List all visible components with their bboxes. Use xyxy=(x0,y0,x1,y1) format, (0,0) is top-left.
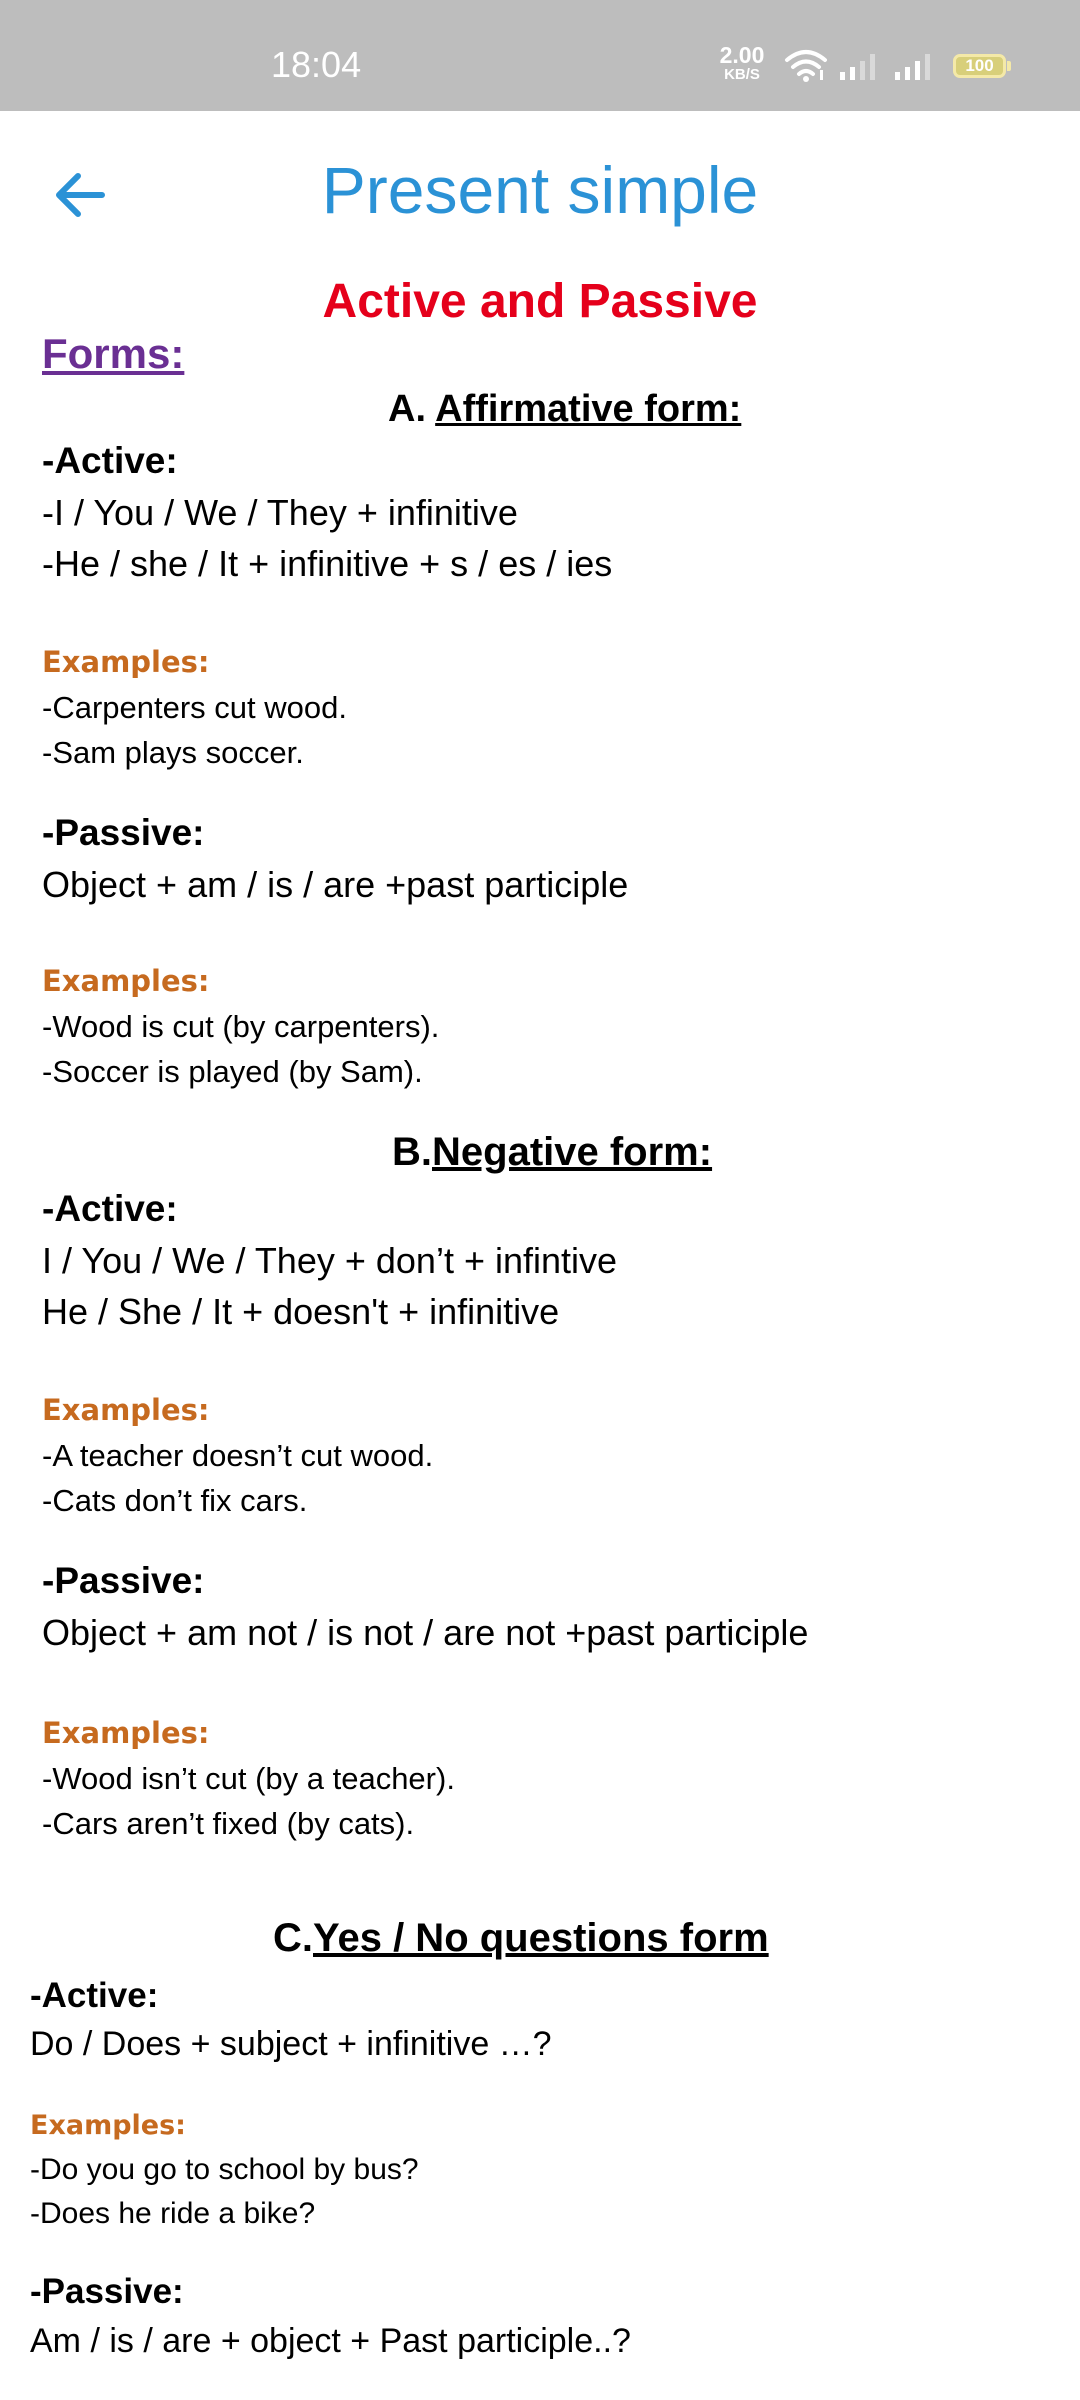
section-a-active-examples-heading: Examples: xyxy=(42,645,210,679)
section-c-active-label: -Active: xyxy=(30,1976,159,2015)
section-b-active-rule-2: He / She / It + doesn't + infinitive xyxy=(42,1291,560,1332)
section-b-passive-label: -Passive: xyxy=(42,1560,205,1601)
section-b-passive-rule: Object + am not / is not / are not +past participle xyxy=(42,1612,809,1653)
section-a-title xyxy=(388,388,741,431)
battery-cap xyxy=(1007,61,1011,71)
section-a-heading: Affirmative form: xyxy=(435,388,742,430)
network-speed xyxy=(714,44,770,82)
section-b-prefix: B. xyxy=(392,1130,432,1174)
section-a-active-rule-2: -He / she / It + infinitive + s / es / ies xyxy=(42,543,613,584)
section-b-title xyxy=(392,1130,712,1175)
signal-icon xyxy=(893,52,935,82)
section-c-active-examples-heading: Examples: xyxy=(30,2110,186,2141)
section-b-passive-example-2: -Cars aren’t fixed (by cats). xyxy=(42,1806,415,1841)
section-a-active-example-2: -Sam plays soccer. xyxy=(42,735,304,770)
wifi-icon xyxy=(784,48,828,82)
section-a-active-label: -Active: xyxy=(42,440,178,481)
section-a-passive-examples-heading: Examples: xyxy=(42,964,210,998)
section-b-active-examples-heading: Examples: xyxy=(42,1393,210,1427)
section-c-active-example-2: -Does he ride a bike? xyxy=(30,2197,316,2230)
section-a-passive-label: -Passive: xyxy=(42,812,205,853)
section-a-passive-example-1: -Wood is cut (by carpenters). xyxy=(42,1009,440,1044)
section-b-active-example-2: -Cats don’t fix cars. xyxy=(42,1483,308,1518)
status-time: 18:04 xyxy=(271,44,362,85)
status-bar xyxy=(0,0,1080,111)
section-c-passive-rule: Am / is / are + object + Past participle..? xyxy=(30,2322,631,2360)
network-speed-unit: KB/S xyxy=(724,66,760,83)
signal-icon xyxy=(838,52,880,82)
battery-icon: 100 xyxy=(953,54,1006,78)
section-c-prefix: C. xyxy=(273,1916,313,1960)
section-a-active-example-1: -Carpenters cut wood. xyxy=(42,690,347,725)
section-b-active-example-1: -A teacher doesn’t cut wood. xyxy=(42,1438,434,1473)
section-c-heading: Yes / No questions form xyxy=(313,1916,769,1960)
section-c-title xyxy=(273,1916,769,1961)
network-speed-value: 2.00 xyxy=(719,42,765,68)
forms-heading: Forms: xyxy=(42,330,185,377)
section-a-passive-example-2: -Soccer is played (by Sam). xyxy=(42,1054,423,1089)
section-c-active-rule: Do / Does + subject + infinitive …? xyxy=(30,2025,552,2063)
main-title: Active and Passive xyxy=(322,275,758,328)
page-title xyxy=(0,152,1080,228)
page-title-text: Present simple xyxy=(321,153,759,227)
section-a-passive-rule: Object + am / is / are +past participle xyxy=(42,864,629,905)
section-c-passive-label: -Passive: xyxy=(30,2272,184,2311)
section-b-passive-examples-heading: Examples: xyxy=(42,1716,210,1750)
section-a-prefix: A. xyxy=(388,388,426,430)
section-a-active-rule-1: -I / You / We / They + infinitive xyxy=(42,492,518,533)
section-b-heading: Negative form: xyxy=(432,1130,713,1174)
section-b-passive-example-1: -Wood isn’t cut (by a teacher). xyxy=(42,1761,455,1796)
section-c-active-example-1: -Do you go to school by bus? xyxy=(30,2153,419,2186)
section-b-active-rule-1: I / You / We / They + don’t + infintive xyxy=(42,1240,618,1281)
section-b-active-label: -Active: xyxy=(42,1188,178,1229)
